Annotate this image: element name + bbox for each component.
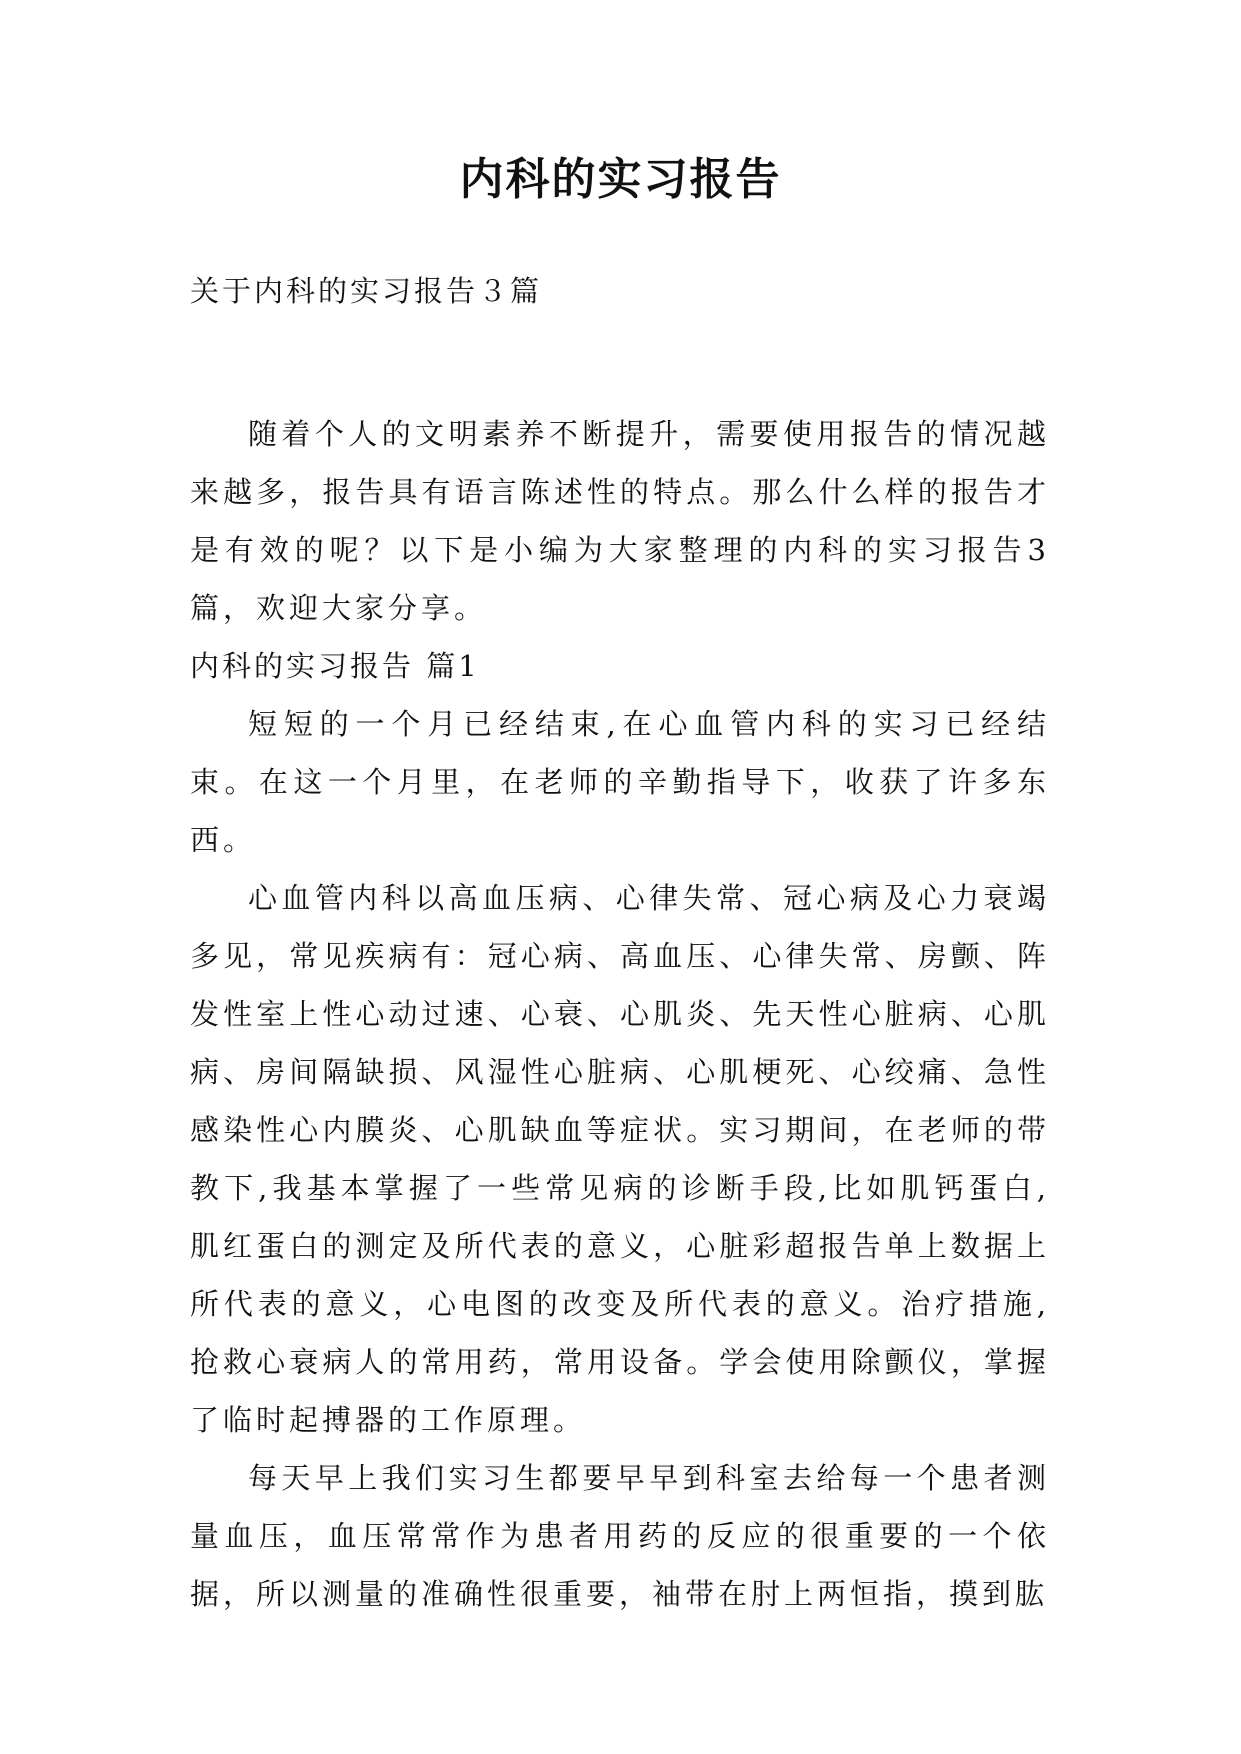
body-paragraph: 每天早上我们实习生都要早早到科室去给每一个患者测量血压，血压常常作为患者用药的反应的很重要的一个依据，所以测量的准确性很重要，袖带在肘上两恒指，摸到肱: [190, 1461, 1050, 1611]
document-title: 内科的实习报告: [459, 154, 782, 205]
body-paragraph: 心血管内科以高血压病、心律失常、冠心病及心力衰竭多见，常见疾病有：冠心病、高血压、心律失常、房颤、阵发性室上性心动过速、心衰、心肌炎、先天性心脏病、心肌病、房间隔缺损、风湿性心脏病、心肌梗死、心绞痛、急性感染性心内膜炎、心肌缺血等症状。实习期间，在老师的带教下,我基本掌握了一些常见病的诊断手段,比如肌钙蛋白,肌红蛋白的测定及所代表的意义，心脏彩超报告单上数据上所代表的意义，心电图的改变及所代表的意义。治疗措施,抢救心衰病人的常用药，常用设备。学会使用除颤仪，掌握了临时起搏器的工作原理。: [190, 881, 1050, 1437]
document-body: [190, 405, 1050, 1623]
document-subtitle: 关于内科的实习报告３篇: [190, 274, 543, 308]
intro-paragraph: 随着个人的文明素养不断提升，需要使用报告的情况越来越多，报告具有语言陈述性的特点。那么什么样的报告才是有效的呢？以下是小编为大家整理的内科的实习报告3篇，欢迎大家分享。: [190, 417, 1050, 625]
body-paragraph: 短短的一个月已经结束,在心血管内科的实习已经结束。在这一个月里，在老师的辛勤指导下，收获了许多东西。: [190, 707, 1050, 857]
section-heading: 内科的实习报告 篇1: [190, 649, 480, 683]
